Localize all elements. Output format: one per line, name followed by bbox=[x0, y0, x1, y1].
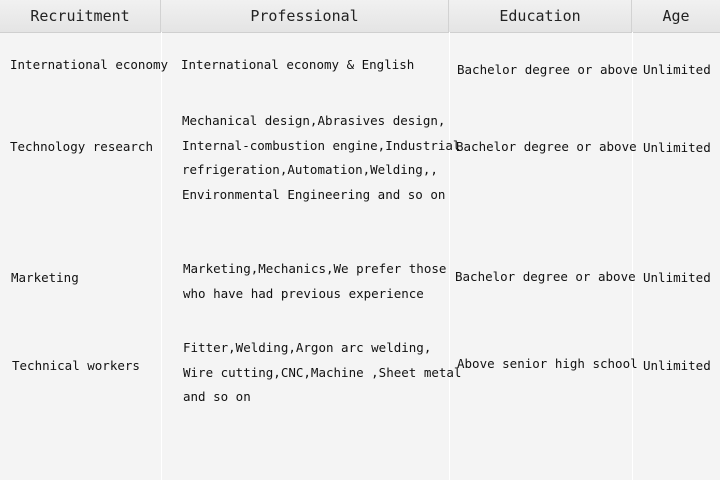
cell-education: Above senior high school bbox=[457, 356, 638, 371]
column-divider bbox=[632, 32, 633, 480]
header-age: Age bbox=[662, 7, 690, 25]
cell-age: Unlimited bbox=[643, 62, 711, 77]
column-divider bbox=[161, 32, 162, 480]
cell-education: Bachelor degree or above bbox=[455, 269, 636, 284]
header-education: Education bbox=[449, 0, 632, 32]
cell-professional: International economy & English bbox=[181, 57, 415, 72]
cell-recruitment: International economy bbox=[10, 57, 169, 72]
cell-recruitment: Technology research bbox=[10, 139, 153, 154]
cell-education: Bachelor degree or above bbox=[456, 139, 637, 154]
cell-age: Unlimited bbox=[643, 140, 711, 155]
cell-professional: Mechanical design,Abrasives design, Internal-combustion engine,Industrial refrigeration,Automation,Welding,, Environmental Engineering and so on bbox=[182, 113, 461, 202]
header-recruitment: Recruitment bbox=[0, 0, 161, 32]
cell-recruitment: Technical workers bbox=[12, 358, 140, 373]
cell-professional: Fitter,Welding,Argon arc welding, Wire cutting,CNC,Machine ,Sheet metal and so on bbox=[183, 340, 462, 404]
header-professional: Professional bbox=[161, 0, 449, 32]
cell-age: Unlimited bbox=[643, 358, 711, 373]
cell-recruitment: Marketing bbox=[11, 270, 79, 285]
cell-professional: Marketing,Mechanics,We prefer those who have had previous experience bbox=[183, 261, 447, 301]
cell-age: Unlimited bbox=[643, 270, 711, 285]
column-divider bbox=[449, 32, 450, 480]
cell-education: Bachelor degree or above bbox=[457, 62, 638, 77]
table-header bbox=[0, 0, 720, 33]
